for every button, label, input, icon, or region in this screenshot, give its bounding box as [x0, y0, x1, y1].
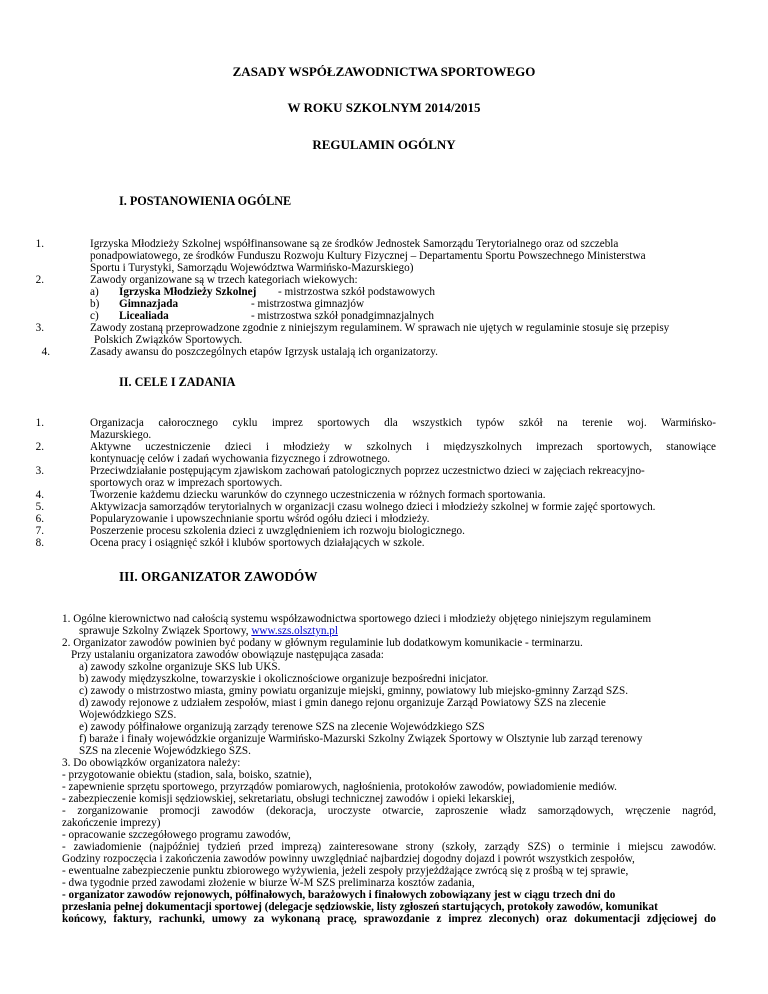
para-3: 3. Do obowiązków organizatora należy: [62, 757, 241, 769]
rule-f-line-2: SZS na zlecenie Wojewódzkiego SZS. [79, 745, 251, 757]
item-text: Popularyzowanie i upowszechnianie sportu wśród ogółu dzieci i młodzieży. [90, 513, 430, 525]
section-3-heading: III. ORGANIZATOR ZAWODÓW [119, 569, 318, 584]
duty-9-line-2: przesłania pełnej dokumentacji sportowej (delegacje sędziowskie, listy zgłoszeń startujących, protokoły zawodów, komunikat [62, 901, 658, 913]
item-text: Aktywizacja samorządów terytorialnych w organizacji czasu wolnego dzieci i młodzieży szkolnej w formie zajęć sportowych. [90, 501, 656, 513]
item-text: Ocena pracy i osiągnięć szkół i klubów sportowych działających w szkole. [90, 537, 425, 549]
item-text: Zawody organizowane są w trzech kategoriach wiekowych: [90, 274, 358, 286]
category-b-desc: - mistrzostwa gimnazjów [251, 298, 365, 310]
item-text: Organizacja całorocznego cyklu imprez sportowych dla wszystkich typów szkół na terenie woj. Warmińsko- [90, 417, 716, 429]
duty-9-line-1: - organizator zawodów rejonowych, półfinałowych, barażowych i finałowych zobowiązany jest w ciągu trzech dni do [62, 889, 616, 901]
item-text: ponadpowiatowego, ze środków Funduszu Rozwoju Kultury Fizycznej – Departamentu Sportu Powszechnego Ministerstwa [90, 250, 646, 262]
item-number: 2. [35, 274, 44, 286]
item-text: Tworzenie każdemu dziecku warunków do czynnego uczestniczenia w różnych formach sportowania. [90, 489, 546, 501]
category-c-letter: c) [90, 310, 99, 322]
item-text: Poszerzenie procesu szkolenia dzieci z uwzględnieniem ich rozwoju biologicznego. [90, 525, 465, 537]
item-text: kontynuację celów i zadań wychowania fizycznego i zdrowotnego. [90, 453, 391, 465]
szs-website-link[interactable]: www.szs.olsztyn.pl [251, 625, 338, 637]
item-text: Sportu i Turystyki, Samorządu Województwa Warmińsko-Mazurskiego) [90, 262, 414, 274]
item-number: 8. [35, 537, 44, 549]
category-a-desc: - mistrzostwa szkół podstawowych [278, 286, 435, 298]
item-text: Zawody zostaną przeprowadzone zgodnie z niniejszym regulaminem. W sprawach nie ujętych w regulaminie stosuje się przepisy [90, 322, 670, 334]
category-b-letter: b) [90, 298, 100, 310]
para-1-line-1: 1. Ogólne kierownictwo nad całością systemu współzawodnictwa sportowego dzieci i młodzieży objętego niniejszym regulaminem [62, 613, 652, 625]
item-number: 4. [41, 346, 50, 358]
rule-c: c) zawody o mistrzostwo miasta, gminy powiatu organizuje miejski, gminny, powiatowy lub miejsko-gminny Zarząd SZS. [79, 685, 629, 697]
item-text: Zasady awansu do poszczególnych etapów Igrzysk ustalają ich organizatorzy. [90, 346, 438, 358]
rule-d-line-2: Wojewódzkiego SZS. [79, 709, 177, 721]
document-title: ZASADY WSPÓŁZAWODNICTWA SPORTOWEGO [232, 64, 536, 79]
section-2-heading: II. CELE I ZADANIA [119, 375, 236, 389]
item-number: 2. [35, 441, 44, 453]
rule-e: e) zawody półfinałowe organizują zarządy terenowe SZS na zlecenie Wojewódzkiego SZS [79, 721, 485, 733]
duty-5: - opracowanie szczegółowego programu zawodów, [62, 829, 291, 841]
category-b-name: Gimnazjada [119, 298, 179, 310]
duty-6-line-2: Godziny rozpoczęcia i zakończenia zawodów powinny uwzględniać najbardziej dogodny dojazd i powrót wszystkich zespołów, [62, 853, 635, 865]
rule-f-line-1: f) baraże i finały wojewódzkie organizuje Warmińsko-Mazurski Szkolny Związek Sportowy w Olsztynie lub zarząd terenowy [79, 733, 643, 745]
category-a-letter: a) [90, 286, 99, 298]
para-1-line-2 [79, 625, 338, 638]
para-2-line-2: Przy ustalaniu organizatora zawodów obowiązuje następująca zasada: [71, 649, 384, 661]
item-text: Przeciwdziałanie postępującym zjawiskom zachowań patologicznych poprzez uczestnictwo dzieci w zajęciach rekreacyjno- [90, 465, 645, 477]
item-text: Mazurskiego. [90, 429, 152, 441]
item-text: Polskich Związków Sportowych. [94, 334, 243, 346]
school-year-title: W ROKU SZKOLNYM 2014/2015 [287, 100, 481, 115]
item-number: 4. [35, 489, 44, 501]
item-number: 5. [35, 501, 44, 513]
item-text: Aktywne uczestniczenie dzieci i młodzieży w szkolnych i międzyszkolnych imprezach sportowych, stanowiące [90, 441, 716, 453]
item-number: 6. [35, 513, 44, 525]
category-c-name: Licealiada [119, 310, 169, 322]
duty-4-line-2: zakończenie imprezy) [62, 817, 161, 829]
duty-7: - ewentualne zabezpieczenie punktu zbiorowego wyżywienia, jeżeli zespoły przyjeżdżające zwrócą się z prośbą w tej sprawie, [62, 865, 629, 877]
duty-9-line-3: końcowy, faktury, rachunki, umowy za wykonaną pracę, sprawozdanie z imprez zleconych) oraz dokumentacji zdjęciowej do [62, 913, 716, 925]
para-1-text: sprawuje Szkolny Związek Sportowy, [79, 625, 252, 637]
regulation-title: REGULAMIN OGÓLNY [312, 137, 456, 152]
rule-a: a) zawody szkolne organizuje SKS lub UKS. [79, 661, 281, 673]
item-number: 3. [35, 322, 44, 334]
item-number: 3. [35, 465, 44, 477]
item-number: 7. [35, 525, 44, 537]
duty-3: - zabezpieczenie komisji sędziowskiej, sekretariatu, obsługi technicznej zawodów i opieki lekarskiej, [62, 793, 515, 805]
item-number: 1. [35, 417, 44, 429]
para-2-line-1: 2. Organizator zawodów powinien być podany w głównym regulaminie lub dodatkowym komunikacie - terminarzu. [62, 637, 583, 649]
category-c-desc: - mistrzostwa szkół ponadgimnazjalnych [251, 310, 434, 322]
section-1-heading: I. POSTANOWIENIA OGÓLNE [119, 194, 292, 208]
item-text: sportowych oraz w imprezach sportowych. [90, 477, 283, 489]
duty-2: - zapewnienie sprzętu sportowego, przyrządów pomiarowych, nagłośnienia, protokołów zawodów, powiadomienie mediów. [62, 781, 617, 793]
rule-d-line-1: d) zawody rejonowe z udziałem zespołów, miast i gmin danego rejonu organizuje Zarząd Powiatowy SZS na zlecenie [79, 697, 606, 709]
category-a-name: Igrzyska Młodzieży Szkolnej [119, 286, 257, 298]
duty-1: - przygotowanie obiektu (stadion, sala, boisko, szatnie), [62, 769, 312, 781]
duty-4-line-1: - zorganizowanie promocji zawodów (dekoracja, uroczyste otwarcie, zaproszenie władz samorządowych, wręczenie nagród, [62, 805, 716, 817]
item-number: 1. [35, 238, 44, 250]
duty-6-line-1: - zawiadomienie (najpóźniej tydzień przed imprezą) zainteresowane strony (szkoły, zarządy SZS) o terminie i miejscu zawodów. [62, 841, 716, 853]
rule-b: b) zawody międzyszkolne, towarzyskie i okolicznościowe organizuje bezpośredni inicjator. [79, 673, 489, 685]
item-text: Igrzyska Młodzieży Szkolnej współfinansowane są ze środków Jednostek Samorządu Terytorialnego oraz od szczebla [90, 238, 619, 250]
duty-8: - dwa tygodnie przed zawodami złożenie w biurze W-M SZS preliminarza kosztów zadania, [62, 877, 475, 889]
